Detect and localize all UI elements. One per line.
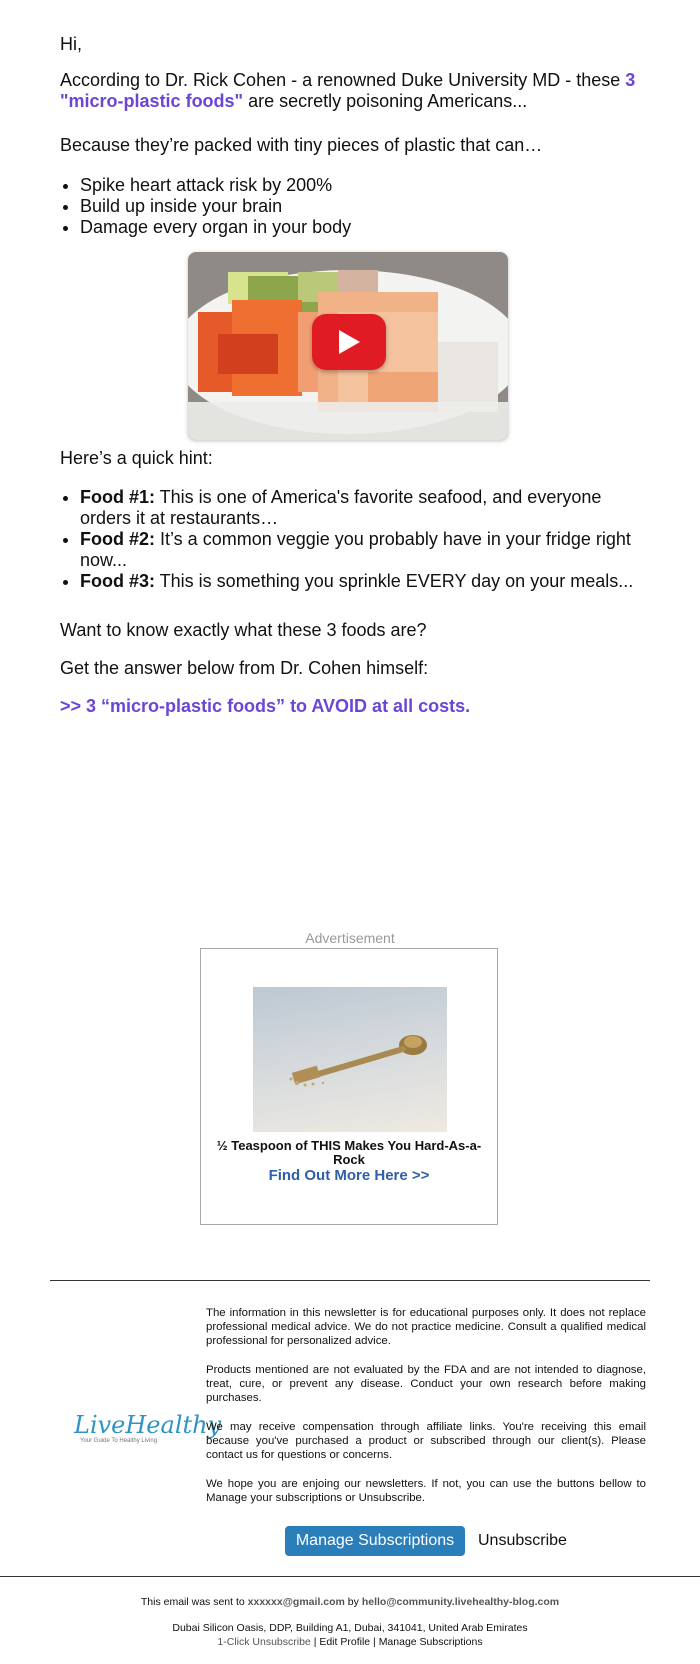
answer-line: Get the answer below from Dr. Cohen himself: (60, 658, 429, 678)
play-button[interactable] (312, 314, 386, 370)
risk-item: • Spike heart attack risk by 200% (80, 175, 351, 196)
unsubscribe-button[interactable]: Unsubscribe (478, 1532, 567, 1549)
disclaimer-paragraph: We hope you are enjoing our newsletters. If not, you can use the buttons bellow to Manage your subscriptions or Unsubscribe. (206, 1478, 646, 1504)
disclaimer-paragraph: The information in this newsletter is for educational purposes only. It does not replace professional medical advice. We do not practice medicine. Consult a qualified medical professional for personalized advice. (206, 1307, 646, 1347)
footer-divider (50, 1280, 650, 1281)
edit-profile-link[interactable]: Edit Profile (319, 1636, 371, 1648)
spoon-image (253, 987, 447, 1132)
disclaimer-paragraph: We may receive compensation through affiliate links. You're receiving this email because you've purchased a product or subscribed through our client(s). Please contact us for questions or concerns. (206, 1421, 646, 1461)
intro-prefix: According to Dr. Rick Cohen - a renowned Duke University MD - these (60, 70, 626, 90)
one-click-unsubscribe-link[interactable]: 1-Click Unsubscribe (217, 1636, 311, 1648)
because-line: Because they’re packed with tiny pieces of plastic that can… (60, 135, 543, 155)
separator: | (370, 1636, 379, 1648)
disclaimer-paragraph: Products mentioned are not evaluated by the FDA and are not intended to diagnose, treat, cure, or prevent any disease. Conduct your own research before making purchases. (206, 1364, 646, 1404)
footer-divider-bottom (0, 1576, 700, 1577)
risk-list (60, 175, 351, 238)
intro-highlight-link[interactable]: 3 "micro-plastic foods" (60, 70, 636, 111)
hint-list (60, 487, 650, 592)
ad-title[interactable]: ½ Teaspoon of THIS Makes You Hard-As-a-Rock (216, 1138, 482, 1167)
hint-item (80, 487, 650, 529)
hint-text: This is something you sprinkle EVERY day on your meals... (155, 571, 634, 591)
ad-image[interactable] (253, 987, 447, 1132)
hint-item (80, 571, 650, 592)
question-line: Want to know exactly what these 3 foods are? (60, 620, 427, 640)
livehealthy-logo[interactable] (74, 1411, 222, 1448)
risk-item: • Build up inside your brain (80, 196, 351, 217)
play-icon (337, 329, 361, 355)
address-line: Dubai Silicon Oasis, DDP, Building A1, Dubai, 341041, United Arab Emirates (172, 1622, 528, 1634)
video-thumbnail[interactable] (188, 252, 508, 440)
manage-subscriptions-button[interactable]: Manage Subscriptions (285, 1526, 465, 1556)
sender-email[interactable]: hello@community.livehealthy-blog.com (361, 1596, 560, 1608)
intro-suffix: are secretly poisoning Americans... (243, 91, 528, 111)
hint-label: Food #1: (80, 487, 155, 507)
hint-title: Here’s a quick hint: (60, 448, 213, 468)
hint-text: This is one of America's favorite seafood, and everyone orders it at restaurants… (80, 487, 602, 528)
sent-prefix: This email was sent to (140, 1596, 248, 1608)
separator: | (310, 1636, 320, 1648)
cta-link[interactable]: >> 3 “micro-plastic foods” to AVOID at all costs. (60, 696, 471, 716)
intro-paragraph (60, 70, 650, 112)
recipient-email[interactable]: xxxxxx@gmail.com (247, 1596, 345, 1608)
logo-tagline: Your Guide To Healthy Living (80, 1438, 158, 1444)
manage-subscriptions-link[interactable]: Manage Subscriptions (378, 1636, 483, 1648)
hint-label: Food #2: (80, 529, 155, 549)
greeting: Hi, (60, 34, 82, 54)
hint-text: It’s a common veggie you probably have in your fridge right now... (80, 529, 631, 570)
logo-wordmark: LiveHealthy (74, 1411, 222, 1439)
hint-label: Food #3: (80, 571, 155, 591)
advertisement-box[interactable] (200, 948, 498, 1225)
sent-to-line (0, 1596, 700, 1608)
footer-links (0, 1636, 700, 1648)
advertisement-label: Advertisement (305, 930, 395, 946)
sent-by: by (344, 1596, 362, 1608)
hint-item (80, 529, 650, 571)
risk-item: • Damage every organ in your body (80, 217, 351, 238)
ad-link[interactable]: Find Out More Here >> (268, 1167, 430, 1184)
